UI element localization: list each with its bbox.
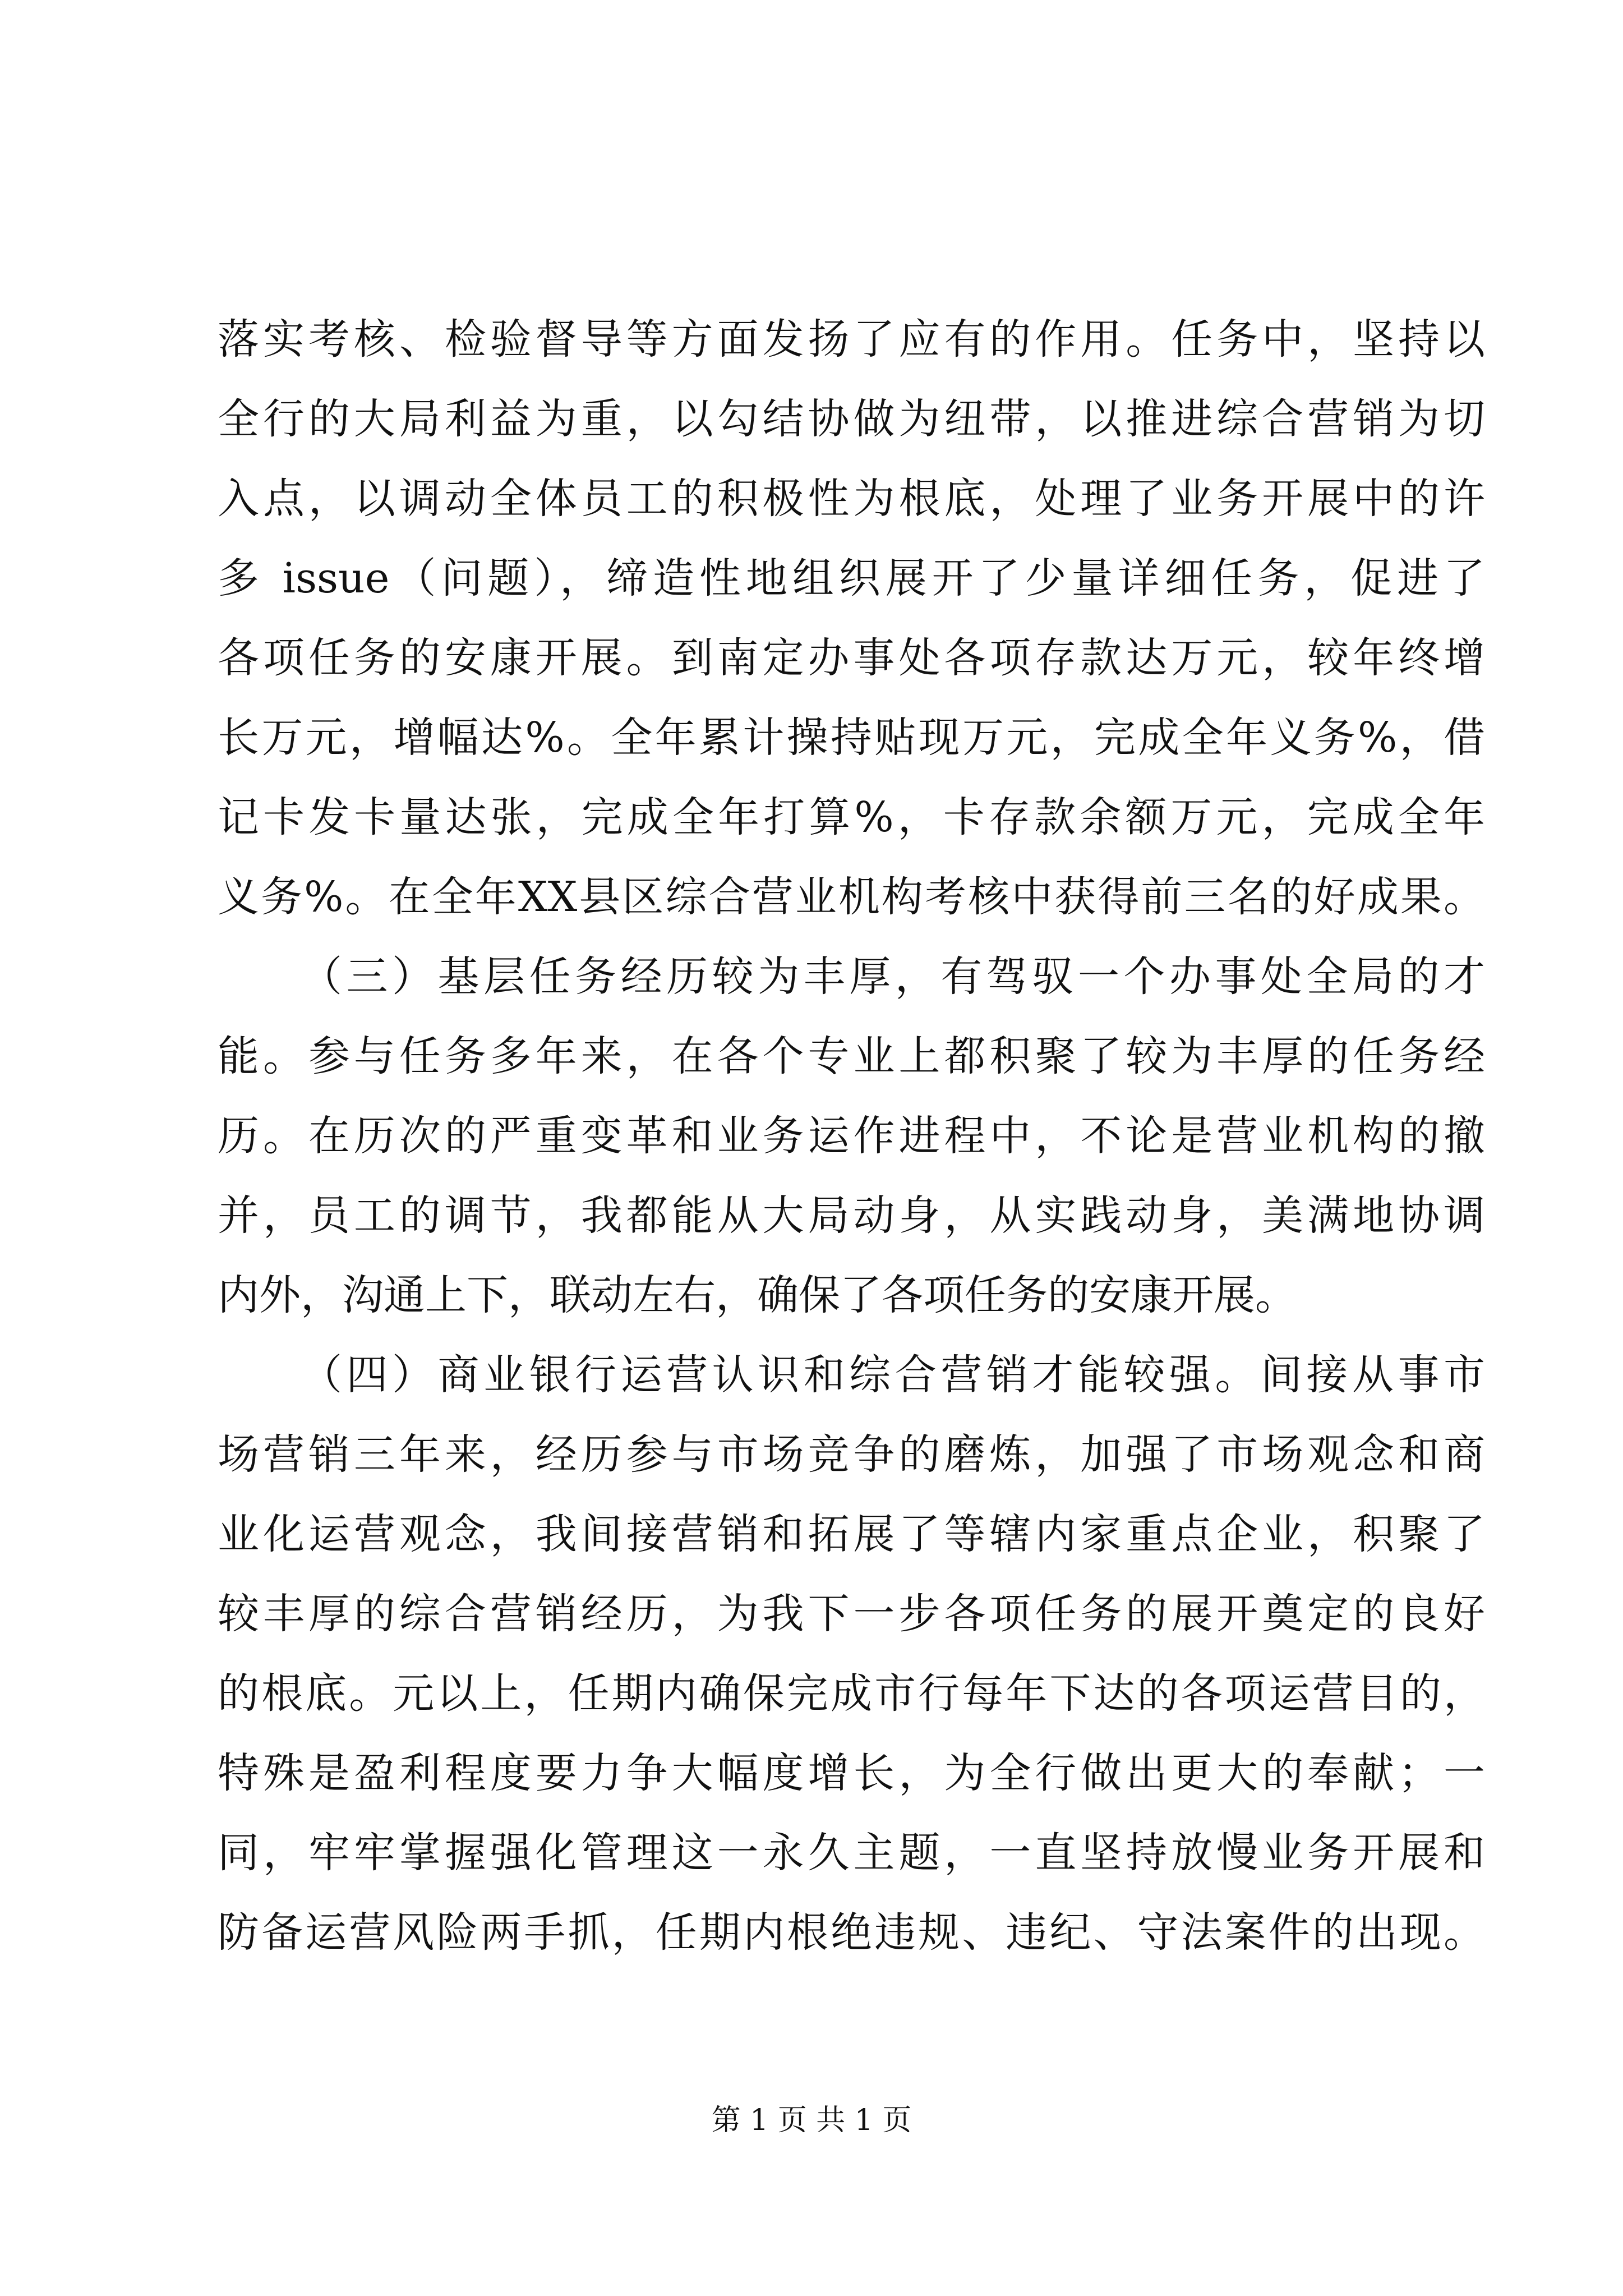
- section-heading-line: （三）基层任务经历较为丰厚，有驾驭一个办事处全局的才: [301, 953, 1485, 1001]
- body-text-line: 能。参与任务多年来，在各个专业上都积聚了较为丰厚的任务经: [218, 1032, 1485, 1080]
- body-text-line: 内外，沟通上下，联动左右，确保了各项任务的安康开展。: [218, 1271, 1297, 1319]
- body-text-line: 防备运营风险两手抓，任期内根绝违规、违纪、守法案件的出现。: [218, 1908, 1485, 1957]
- page-footer: 第 1 页 共 1 页: [711, 2104, 912, 2137]
- body-text-line: 并，员工的调节，我都能从大局动身，从实践动身，美满地协调: [218, 1191, 1485, 1240]
- body-text-line: 的根底。元以上，任期内确保完成市行每年下达的各项运营目的，: [218, 1669, 1485, 1718]
- section-heading-line: （四）商业银行运营认识和综合营销才能较强。间接从事市: [301, 1351, 1485, 1399]
- body-text-line: 较丰厚的综合营销经历，为我下一步各项任务的展开奠定的良好: [218, 1590, 1485, 1638]
- body-text-line: 历。在历次的严重变革和业务运作进程中，不论是营业机构的撤: [218, 1112, 1485, 1160]
- body-text-line: 记卡发卡量达张，完成全年打算%，卡存款余额万元，完成全年: [218, 793, 1485, 841]
- body-text-line: 场营销三年来，经历参与市场竞争的磨炼，加强了市场观念和商: [218, 1430, 1485, 1479]
- body-text-line: 多 issue（问题），缔造性地组织展开了少量详细任务，促进了: [218, 554, 1485, 602]
- body-text-line: 特殊是盈利程度要力争大幅度增长，为全行做出更大的奉献；一: [218, 1749, 1485, 1797]
- body-text-line: 义务%。在全年XX县区综合营业机构考核中获得前三名的好成果。: [218, 873, 1485, 921]
- body-text-line: 各项任务的安康开展。到南定办事处各项存款达万元，较年终增: [218, 634, 1485, 682]
- body-text-line: 全行的大局利益为重，以勾结协做为纽带，以推进综合营销为切: [218, 395, 1485, 443]
- body-text-line: 同，牢牢掌握强化管理这一永久主题，一直坚持放慢业务开展和: [218, 1829, 1485, 1877]
- body-text-line: 长万元，增幅达%。全年累计操持贴现万元，完成全年义务%，借: [218, 714, 1485, 762]
- body-text-line: 入点，以调动全体员工的积极性为根底，处理了业务开展中的许: [218, 475, 1485, 523]
- body-text-line: 业化运营观念，我间接营销和拓展了等辖内家重点企业，积聚了: [218, 1510, 1485, 1558]
- body-text-line: 落实考核、检验督导等方面发扬了应有的作用。任务中，坚持以: [218, 315, 1485, 364]
